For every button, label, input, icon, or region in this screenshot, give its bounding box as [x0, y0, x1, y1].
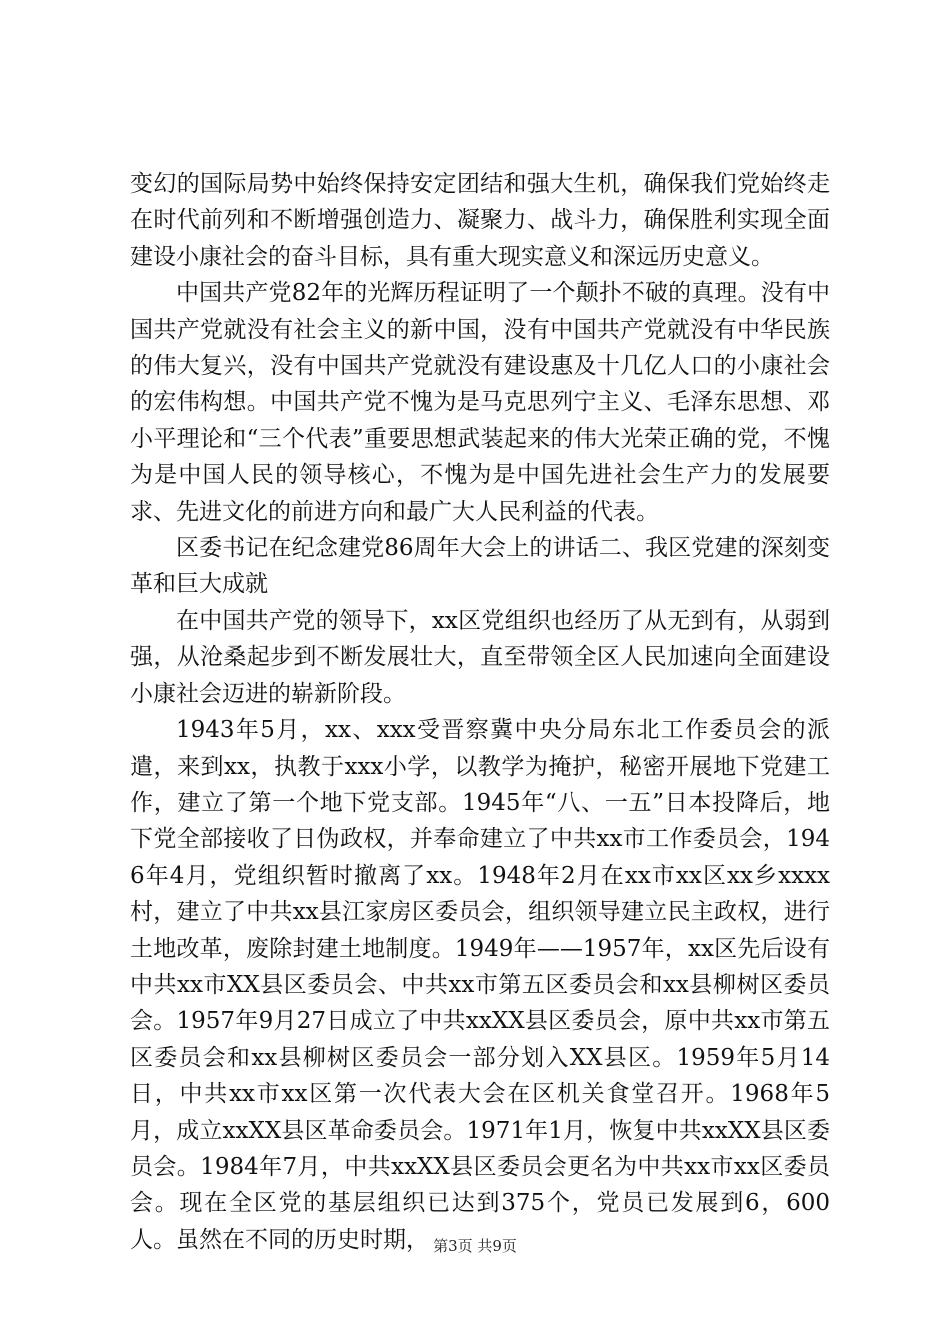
- paragraph-5: 1943年5月，xx、xxx受晋察冀中央分局东北工作委员会的派遣，来到xx，执教于xxx小学，以教学为掩护，秘密开展地下党建工作，建立了第一个地下党支部。1945年“八、一五”日本投降后，地下党全部接收了日伪政权，并奉命建立了中共xx市工作委员会，1946年4月，党组织暂时撤离了xx。1948年2月在xx市xx区xx乡xxxx村，建立了中共xx县江家房区委员会，组织领导建立民主政权，进行土地改革，废除封建土地制度。1949年——1957年，xx区先后设有中共xx市XX县区委员会、中共xx市第五区委员会和xx县柳树区委员会。1957年9月27日成立了中共xxXX县区委员会，原中共xx市第五区委员会和xx县柳树区委员会一部分划入XX县区。1959年5月14日，中共xx市xx区第一次代表大会在区机关食堂召开。1968年5月，成立xxXX县区革命委员会。1971年1月，恢复中共xxXX县区委员会。1984年7月，中共xxXX县区委员会更名为中共xx市xx区委员会。现在全区党的基层组织已达到375个，党员已发展到6，600人。虽然在不同的历史时期，: [130, 717, 830, 1253]
- paragraph-3-heading: 区委书记在纪念建党86周年大会上的讲话二、我区党建的深刻变革和巨大成就: [130, 535, 830, 598]
- document-body: [130, 166, 830, 1258]
- paragraph-4: 在中国共产党的领导下，xx区党组织也经历了从无到有，从弱到强，从沧桑起步到不断发展壮大，直至带领全区人民加速向全面建设小康社会迈进的崭新阶段。: [130, 607, 830, 707]
- page-footer: 第3页 共9页: [433, 1237, 517, 1255]
- paragraph-2: 中国共产党82年的光辉历程证明了一个颠扑不破的真理。没有中国共产党就没有社会主义的新中国，没有中国共产党就没有中华民族的伟大复兴，没有中国共产党就没有建设惠及十几亿人口的小康社会的宏伟构想。中国共产党不愧为是马克思列宁主义、毛泽东思想、邓小平理论和“三个代表”重要思想武装起来的伟大光荣正确的党，不愧为是中国人民的领导核心，不愧为是中国先进社会生产力的发展要求、先进文化的前进方向和最广大人民利益的代表。: [130, 280, 830, 525]
- paragraph-1: 变幻的国际局势中始终保持安定团结和强大生机，确保我们党始终走在时代前列和不断增强创造力、凝聚力、战斗力，确保胜利实现全面建设小康社会的奋斗目标，具有重大现实意义和深远历史意义。: [130, 171, 830, 270]
